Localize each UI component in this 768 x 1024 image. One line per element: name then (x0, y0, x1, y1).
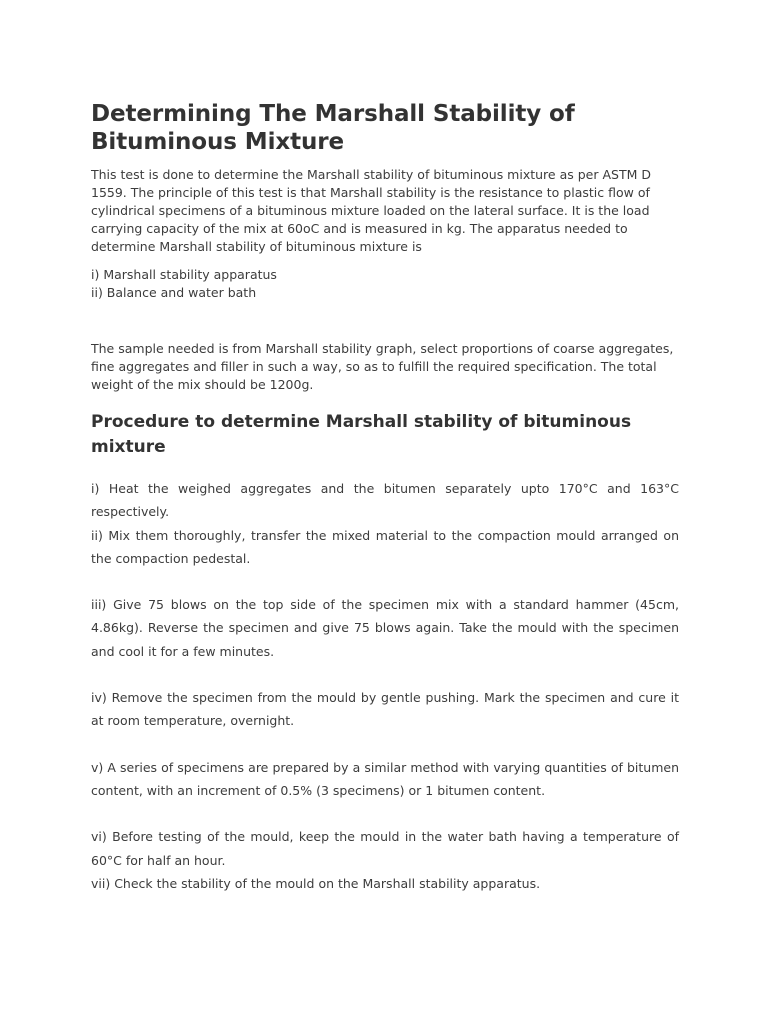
procedure-step: vi) Before testing of the mould, keep the mould in the water bath having a temperature of 60°C for half an hour. (91, 829, 679, 868)
procedure-step: i) Heat the weighed aggregates and the bitumen separately upto 170°C and 163°C respectively. (91, 481, 679, 520)
apparatus-item: i) Marshall stability apparatus (91, 267, 277, 282)
procedure-step: v) A series of specimens are prepared by a similar method with varying quantities of bitumen content, with an increment of 0.5% (3 specimens) or 1 bitumen content. (91, 759, 679, 798)
procedure-step: iv) Remove the specimen from the mould by gentle pushing. Mark the specimen and cure it at room temperature, overnight. (91, 690, 679, 729)
procedure-step: vii) Check the stability of the mould on the Marshall stability apparatus. (91, 875, 541, 891)
procedure-step: iii) Give 75 blows on the top side of the specimen mix with a standard hammer (45cm, 4.86kg). Reverse the specimen and give 75 blows again. Take the mould with the specimen and cool it for a few minutes. (91, 597, 679, 659)
procedure-heading: Procedure to determine Marshall stability of bituminous mixture (91, 412, 632, 457)
procedure-steps (91, 477, 679, 895)
article (91, 100, 679, 895)
intro-paragraph: This test is done to determine the Marshall stability of bituminous mixture as per ASTM D 1559. The principle of this test is that Marshall stability is the resistance to plastic flow of cylindrical specimens of a bituminous mixture loaded on the lateral surface. It is the load carrying capacity of the mix at 60oC and is measured in kg. The apparatus needed to determine Marshall stability of bituminous mixture is (91, 167, 651, 254)
procedure-step: ii) Mix them thoroughly, transfer the mixed material to the compaction mould arranged on the compaction pedestal. (91, 527, 679, 566)
apparatus-list (91, 266, 679, 302)
page-title: Determining The Marshall Stability of Bituminous Mixture (91, 101, 575, 155)
apparatus-item: ii) Balance and water bath (91, 285, 257, 300)
sample-paragraph: The sample needed is from Marshall stability graph, select proportions of coarse aggregates, fine aggregates and filler in such a way, so as to fulfill the required specification. The total weight of the mix should be 1200g. (91, 341, 674, 392)
